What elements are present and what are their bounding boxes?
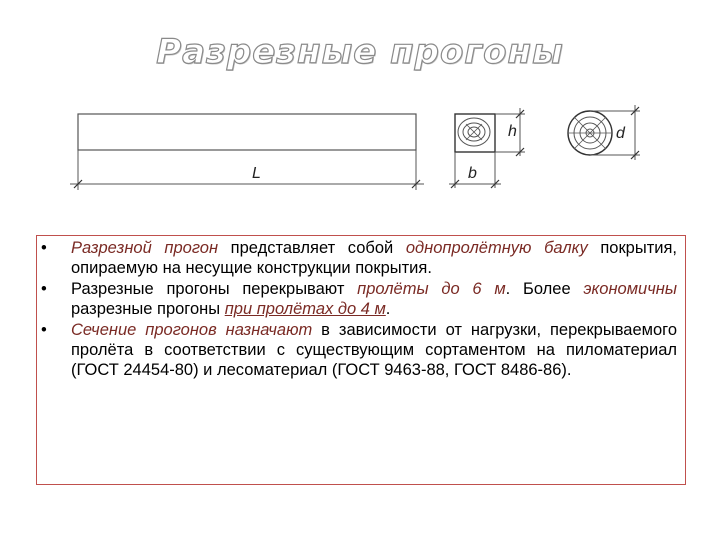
bullet-text-segment: при пролётах до 4 м: [224, 300, 386, 318]
dimension-label-b: b: [468, 165, 477, 182]
bullet-text-segment: представляет собой: [218, 239, 406, 257]
beam-elevation: [78, 114, 416, 150]
bullet-text-segment: .: [385, 300, 391, 318]
bullet-item: [41, 320, 677, 380]
dimension-label-h: h: [508, 123, 517, 140]
bullet-text-segment: покрытия, опираемую на несущие конструкции покрытия.: [71, 239, 677, 277]
bullet-text-segment: Сечение прогонов назначают: [71, 321, 313, 339]
bullet-text-segment: экономичны: [583, 280, 677, 298]
bullet-marker: •: [41, 321, 47, 339]
dimension-label-d: d: [616, 125, 625, 142]
beam-diagram: [0, 0, 720, 200]
bullet-text-segment: Разрезные прогоны перекрывают: [71, 280, 358, 298]
bullet-item: [41, 279, 677, 319]
bullet-text-segment: однопролётную балку: [405, 239, 588, 257]
bullet-text-segment: Разрезной прогон: [71, 239, 219, 257]
bullet-marker: •: [41, 239, 47, 257]
text-box: [36, 235, 686, 485]
dimension-label-l: L: [252, 165, 261, 182]
round-section: [568, 111, 612, 155]
bullet-marker: •: [41, 280, 47, 298]
bullet-text-segment: пролёты до 6 м: [357, 280, 506, 298]
bullet-text-segment: в зависимости от нагрузки, перекрываемого пролёта в соответствии с существующим сортаментом на пиломатериал (ГОСТ 24454-80) и лесоматериал (ГОСТ 9463-88, ГОСТ 8486-86).: [71, 321, 677, 379]
rectangular-section: [455, 114, 495, 152]
page-title: Разрезные прогоны: [156, 32, 564, 72]
bullet-text-segment: разрезные прогоны: [71, 300, 225, 318]
bullet-list: [41, 238, 677, 381]
bullet-text-segment: . Более: [505, 280, 584, 298]
bullet-item: [41, 238, 677, 278]
